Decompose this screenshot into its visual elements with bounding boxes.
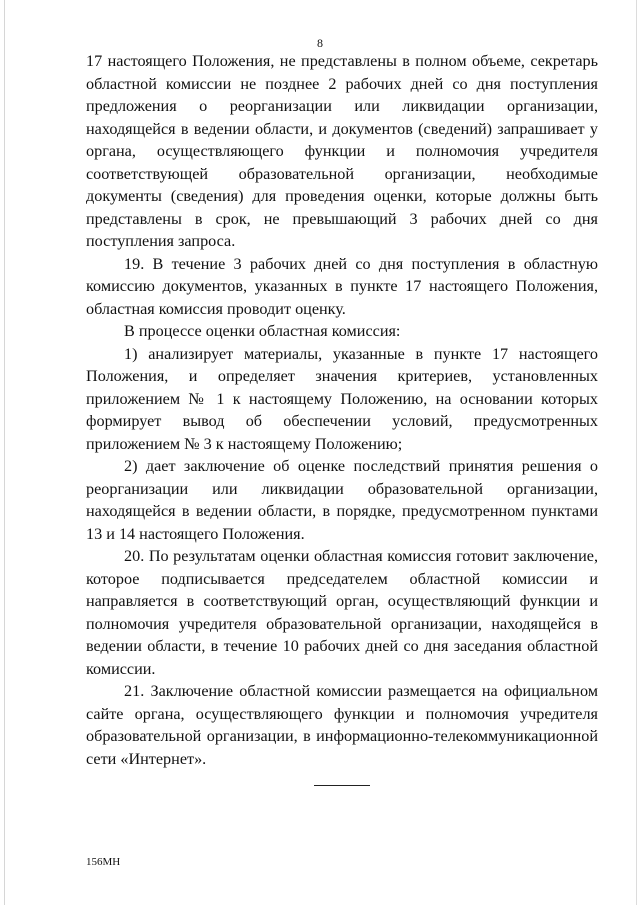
end-separator-line [314, 785, 370, 786]
paragraph-assessment-intro: В процессе оценки областная комиссия: [124, 322, 401, 340]
paragraph-21: 21. Заключение областной комиссии размещается на официальном сайте органа, осуществляющего функции и полномочия учредителя образовательной организации, в информационно-телекоммуникационной сети «Интернет». [86, 682, 598, 768]
document-body [86, 50, 598, 770]
paragraph-item-1: 1) анализирует материалы, указанные в пункте 17 настоящего Положения, и определяет значения критериев, установленных приложением № 1 к настоящему Положению, на основании которых формирует вывод об обеспечении условий, предусмотренных приложением № 3 к настоящему Положению; [86, 344, 598, 453]
document-code: 156МН [86, 856, 121, 868]
paragraph-20: 20. По результатам оценки областная комиссия готовит заключение, которое подписывается председателем областной комиссии и направляется в соответствующий орган, осуществляющий функции и полномочия учредителя образовательной организации, находящейся в ведении области, в течение 10 рабочих дней со дня заседания областной комиссии. [86, 547, 598, 678]
paragraph-19: 19. В течение 3 рабочих дней со дня поступления в областную комиссию документов, указанных в пункте 17 настоящего Положения, областная комиссия проводит оценку. [86, 254, 598, 318]
paragraph-continuation: 17 настоящего Положения, не представлены в полном объеме, секретарь областной комиссии не позднее 2 рабочих дней со дня поступления предложения о реорганизации или ликвидации организации, находящейся в ведении области, и документов (сведений) запрашивает у органа, осуществляющего функции и полномочия учредителя соответствующей образовательной организации, необходимые документы (сведения) для проведения оценки, которые должны быть представлены в срок, не превышающий 3 рабочих дней со дня поступления запроса. [86, 52, 598, 250]
page-number: 8 [317, 36, 323, 50]
scan-edge-right [636, 0, 637, 905]
scan-edge-left [4, 0, 5, 905]
paragraph-item-2: 2) дает заключение об оценке последствий принятия решения о реорганизации или ликвидации образовательной организации, находящейся в ведении области, в порядке, предусмотренном пунктами 13 и 14 настоящего Положения. [86, 457, 598, 543]
